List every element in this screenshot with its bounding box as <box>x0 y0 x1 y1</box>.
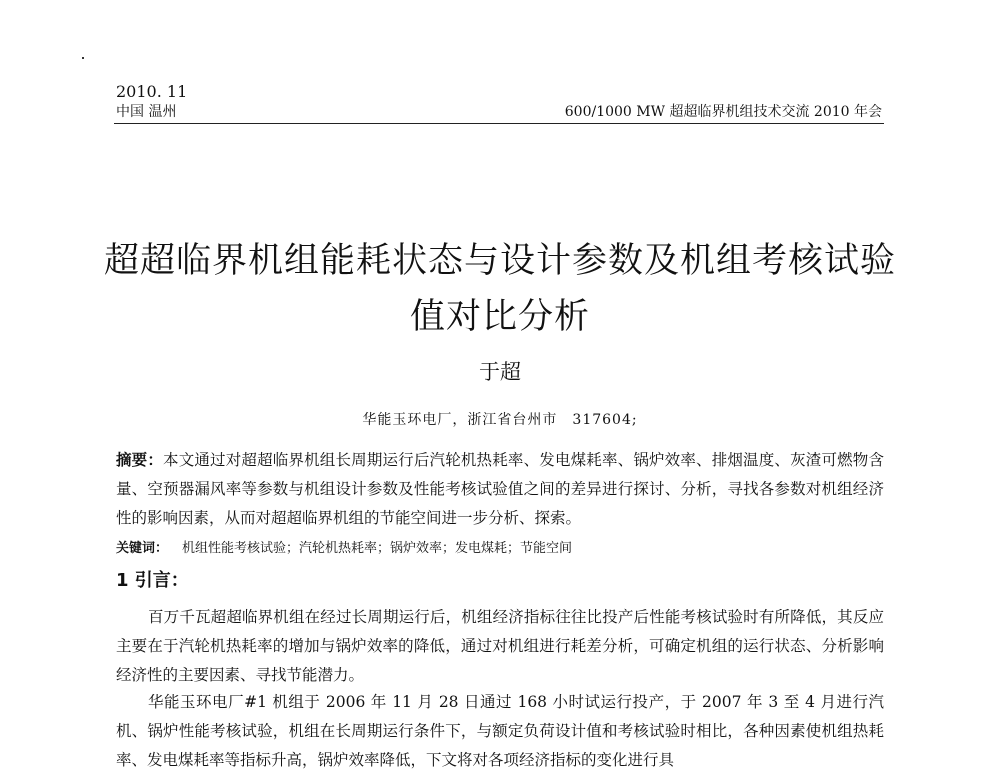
body-paragraph: 华能玉环电厂#1 机组于 2006 年 11 月 28 日通过 168 小时试运行投产，于 2007 年 3 至 4 月进行汽机、锅炉性能考核试验，机组在长周期运行条件下，与额定负荷设计值和考核试验时相比，各种因素使机组热耗率、发电煤耗率等指标升高，锅炉效率降低，下文将对各项经济指标的变化进行具 <box>116 693 884 769</box>
abstract-text: 本文通过对超超临界机组长周期运行后汽轮机热耗率、发电煤耗率、锅炉效率、排烟温度、灰渣可燃物含量、空预器漏风率等参数与机组设计参数及性能考核试验值之间的差异进行探讨、分析，寻找各参数对机组经济性的影响因素，从而对超超临界机组的节能空间进一步分析、探索。 <box>116 451 884 527</box>
header-date: 2010. 11 <box>116 82 188 101</box>
paper-title: 超超临界机组能耗状态与设计参数及机组考核试验值对比分析 <box>103 241 896 337</box>
header-conference: 600/1000 MW 超超临界机组技术交流 2010 年会 <box>564 104 882 120</box>
keywords <box>116 540 884 558</box>
keywords-text: 机组性能考核试验；汽轮机热耗率；锅炉效率；发电煤耗；节能空间 <box>182 541 573 556</box>
header-location: 中国 温州 <box>116 104 177 120</box>
author-name: 于超 <box>479 360 521 384</box>
scan-speck <box>82 57 84 59</box>
body-paragraph: 百万千瓦超超临界机组在经过长周期运行后，机组经济指标往往比投产后性能考核试验时有所降低，其反应主要在于汽轮机热耗率的增加与锅炉效率的降低，通过对机组进行耗差分析，可确定机组的运行状态、分析影响经济性的主要因素、寻找节能潜力。 <box>116 608 884 684</box>
keywords-label: 关键词： <box>116 541 169 556</box>
section-heading-introduction: 1 引言： <box>116 570 189 591</box>
header-rule <box>114 123 884 124</box>
abstract-label: 摘要： <box>116 450 164 469</box>
author-affiliation: 华能玉环电厂，浙江省台州市 317604; <box>362 412 638 428</box>
abstract <box>116 445 884 533</box>
